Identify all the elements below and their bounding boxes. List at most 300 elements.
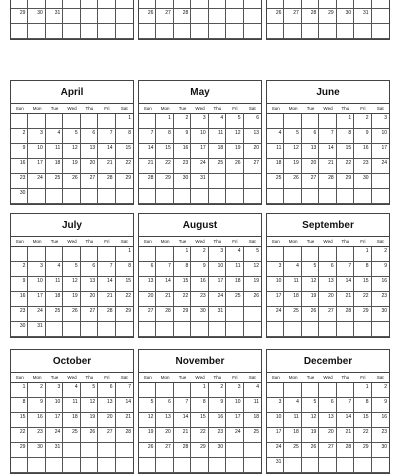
day-cell: 1	[191, 383, 208, 398]
day-cell	[11, 247, 28, 262]
day-cell	[139, 189, 156, 204]
day-cell	[226, 443, 243, 458]
day-cell	[191, 9, 208, 24]
day-cell: 28	[98, 307, 115, 322]
day-cell: 16	[372, 277, 389, 292]
day-cell: 7	[337, 262, 354, 277]
day-cell: 9	[209, 398, 226, 413]
weekday-header	[267, 373, 389, 383]
day-cell: 26	[302, 443, 319, 458]
day-cell	[28, 189, 45, 204]
day-cell: 29	[354, 307, 371, 322]
weekday-label: Thu	[213, 239, 222, 244]
day-cell: 16	[11, 159, 28, 174]
weekday-header	[267, 237, 389, 247]
day-cell	[174, 458, 191, 473]
day-cell	[226, 174, 243, 189]
day-cell: 11	[244, 398, 261, 413]
day-cell: 16	[11, 292, 28, 307]
day-cell	[28, 247, 45, 262]
day-cell: 27	[156, 443, 173, 458]
day-cell: 10	[226, 398, 243, 413]
day-cell: 29	[174, 307, 191, 322]
day-cell	[284, 24, 301, 39]
day-cell: 29	[319, 9, 336, 24]
day-cell: 9	[191, 262, 208, 277]
weekday-label: Fri	[360, 375, 366, 380]
day-grid	[267, 247, 389, 337]
day-cell	[46, 114, 63, 129]
day-cell: 12	[63, 144, 80, 159]
day-cell	[98, 114, 115, 129]
day-cell	[284, 383, 301, 398]
day-cell: 7	[98, 262, 115, 277]
day-cell: 22	[354, 428, 371, 443]
day-cell	[116, 24, 133, 39]
weekday-label: Sun	[15, 239, 24, 244]
month-calendar-july	[10, 213, 134, 338]
day-cell	[156, 189, 173, 204]
day-cell: 18	[284, 428, 301, 443]
month-calendar-april	[10, 80, 134, 205]
day-cell: 15	[116, 144, 133, 159]
day-cell: 18	[209, 144, 226, 159]
day-cell: 26	[63, 307, 80, 322]
day-cell	[244, 458, 261, 473]
day-cell: 3	[372, 114, 389, 129]
day-cell	[63, 114, 80, 129]
day-cell	[354, 189, 371, 204]
day-cell: 14	[319, 144, 336, 159]
day-cell: 6	[302, 129, 319, 144]
day-cell: 13	[319, 413, 336, 428]
day-cell: 25	[267, 174, 284, 189]
day-cell	[302, 322, 319, 337]
day-cell: 18	[46, 292, 63, 307]
day-cell: 23	[28, 428, 45, 443]
day-cell	[156, 383, 173, 398]
month-title: July	[11, 214, 133, 237]
day-cell: 13	[81, 277, 98, 292]
day-cell	[319, 322, 336, 337]
day-cell	[46, 247, 63, 262]
day-cell	[139, 24, 156, 39]
day-cell	[319, 0, 336, 9]
weekday-label: Fri	[232, 239, 238, 244]
weekday-label: Thu	[85, 239, 94, 244]
day-cell	[244, 24, 261, 39]
day-cell: 24	[46, 428, 63, 443]
day-cell: 22	[156, 159, 173, 174]
month-title: August	[139, 214, 261, 237]
weekday-label: Fri	[104, 239, 110, 244]
day-cell: 24	[267, 307, 284, 322]
day-cell: 20	[244, 144, 261, 159]
day-cell: 17	[28, 159, 45, 174]
day-cell: 30	[28, 9, 45, 24]
day-cell: 8	[116, 262, 133, 277]
day-cell: 29	[116, 307, 133, 322]
day-cell	[46, 189, 63, 204]
day-cell	[267, 247, 284, 262]
day-cell: 19	[302, 292, 319, 307]
day-cell: 4	[267, 129, 284, 144]
day-cell: 18	[63, 413, 80, 428]
day-cell: 14	[98, 144, 115, 159]
day-cell: 8	[354, 262, 371, 277]
day-cell	[28, 0, 45, 9]
day-cell: 25	[63, 428, 80, 443]
day-cell	[354, 24, 371, 39]
day-cell	[244, 322, 261, 337]
weekday-label: Thu	[85, 106, 94, 111]
weekday-header	[11, 373, 133, 383]
day-cell: 16	[28, 413, 45, 428]
weekday-header	[267, 104, 389, 114]
weekday-label: Thu	[85, 375, 94, 380]
day-cell: 11	[46, 277, 63, 292]
weekday-label: Sat	[120, 106, 128, 111]
weekday-label: Tue	[178, 375, 187, 380]
day-cell: 9	[11, 144, 28, 159]
day-cell	[284, 114, 301, 129]
day-cell: 30	[11, 189, 28, 204]
day-cell: 15	[354, 413, 371, 428]
day-grid	[11, 383, 133, 473]
weekday-label: Wed	[323, 239, 333, 244]
day-cell: 16	[209, 413, 226, 428]
month-calendar-december	[266, 349, 390, 474]
day-cell	[98, 24, 115, 39]
day-cell: 26	[139, 9, 156, 24]
day-cell: 2	[28, 383, 45, 398]
day-cell	[63, 322, 80, 337]
day-cell: 29	[337, 174, 354, 189]
day-cell: 7	[337, 398, 354, 413]
day-cell	[11, 114, 28, 129]
weekday-label: Sun	[15, 375, 24, 380]
day-cell: 23	[372, 292, 389, 307]
weekday-label: Sun	[271, 106, 280, 111]
day-cell: 27	[139, 307, 156, 322]
weekday-label: Fri	[360, 106, 366, 111]
day-grid	[11, 114, 133, 204]
day-cell: 5	[302, 398, 319, 413]
weekday-label: Tue	[306, 106, 315, 111]
day-cell: 12	[81, 398, 98, 413]
day-cell: 19	[139, 428, 156, 443]
day-cell	[267, 383, 284, 398]
day-cell: 22	[354, 292, 371, 307]
day-cell	[156, 0, 173, 9]
day-cell	[244, 0, 261, 9]
weekday-label: Fri	[232, 375, 238, 380]
month-title: April	[11, 81, 133, 104]
weekday-header	[11, 237, 133, 247]
day-cell	[209, 189, 226, 204]
day-cell: 10	[28, 144, 45, 159]
day-cell	[337, 189, 354, 204]
day-cell	[81, 443, 98, 458]
weekday-label: Sat	[376, 375, 384, 380]
weekday-label: Sat	[120, 239, 128, 244]
weekday-label: Sat	[120, 375, 128, 380]
day-cell: 15	[156, 144, 173, 159]
day-cell	[81, 24, 98, 39]
day-cell: 5	[63, 129, 80, 144]
day-cell: 27	[319, 307, 336, 322]
month-calendar-august	[138, 213, 262, 338]
day-cell: 31	[46, 9, 63, 24]
day-cell	[98, 443, 115, 458]
day-cell: 19	[244, 277, 261, 292]
day-cell: 7	[139, 129, 156, 144]
day-cell: 18	[284, 292, 301, 307]
day-cell: 12	[139, 413, 156, 428]
day-cell	[209, 24, 226, 39]
day-cell: 25	[244, 428, 261, 443]
day-cell: 25	[284, 307, 301, 322]
day-cell: 13	[81, 144, 98, 159]
day-cell	[302, 458, 319, 473]
day-cell: 2	[11, 262, 28, 277]
day-cell	[302, 0, 319, 9]
day-cell	[354, 322, 371, 337]
weekday-label: Tue	[50, 106, 59, 111]
day-cell	[337, 247, 354, 262]
day-cell	[337, 322, 354, 337]
day-cell: 17	[267, 292, 284, 307]
day-cell: 5	[302, 262, 319, 277]
day-cell: 22	[116, 292, 133, 307]
weekday-label: Mon	[288, 239, 298, 244]
day-cell: 16	[372, 413, 389, 428]
day-cell	[354, 458, 371, 473]
day-cell: 10	[191, 129, 208, 144]
day-cell: 23	[11, 174, 28, 189]
day-grid	[139, 0, 261, 39]
day-cell	[98, 189, 115, 204]
day-cell: 4	[209, 114, 226, 129]
day-cell: 8	[354, 398, 371, 413]
weekday-label: Wed	[195, 106, 205, 111]
day-cell	[116, 458, 133, 473]
day-cell: 3	[28, 262, 45, 277]
day-cell: 31	[28, 322, 45, 337]
weekday-label: Thu	[213, 375, 222, 380]
day-cell	[81, 247, 98, 262]
day-cell	[98, 9, 115, 24]
day-cell: 4	[244, 383, 261, 398]
day-cell: 13	[302, 144, 319, 159]
day-cell	[156, 247, 173, 262]
day-cell	[156, 458, 173, 473]
day-cell	[244, 307, 261, 322]
day-cell: 30	[372, 307, 389, 322]
weekday-label: Mon	[288, 375, 298, 380]
day-cell: 26	[244, 292, 261, 307]
weekday-label: Wed	[323, 375, 333, 380]
day-cell: 8	[11, 398, 28, 413]
day-cell: 1	[11, 383, 28, 398]
day-cell	[28, 24, 45, 39]
day-cell	[302, 189, 319, 204]
day-cell: 17	[372, 144, 389, 159]
day-cell: 14	[116, 398, 133, 413]
day-cell	[226, 322, 243, 337]
day-cell: 29	[11, 9, 28, 24]
day-cell: 24	[191, 159, 208, 174]
weekday-label: Mon	[160, 106, 170, 111]
day-cell: 6	[319, 398, 336, 413]
day-cell: 8	[156, 129, 173, 144]
day-cell	[372, 9, 389, 24]
day-cell: 27	[302, 174, 319, 189]
day-cell: 19	[226, 144, 243, 159]
day-cell: 11	[209, 129, 226, 144]
day-cell: 3	[191, 114, 208, 129]
day-cell: 20	[319, 292, 336, 307]
day-cell: 28	[174, 443, 191, 458]
day-cell	[156, 24, 173, 39]
day-cell	[81, 0, 98, 9]
day-cell: 3	[226, 383, 243, 398]
weekday-label: Sun	[143, 239, 152, 244]
day-cell	[11, 458, 28, 473]
day-cell: 11	[46, 144, 63, 159]
day-cell: 24	[267, 443, 284, 458]
day-cell	[372, 322, 389, 337]
day-cell	[63, 0, 80, 9]
day-cell: 6	[81, 262, 98, 277]
day-cell: 5	[81, 383, 98, 398]
day-cell	[63, 189, 80, 204]
day-cell: 2	[174, 114, 191, 129]
day-cell	[191, 0, 208, 9]
day-cell: 29	[156, 174, 173, 189]
day-cell: 30	[11, 322, 28, 337]
day-cell	[209, 458, 226, 473]
day-cell	[174, 383, 191, 398]
day-cell: 31	[267, 458, 284, 473]
day-cell: 7	[319, 129, 336, 144]
day-cell	[372, 0, 389, 9]
day-cell: 15	[116, 277, 133, 292]
day-cell: 24	[209, 292, 226, 307]
day-cell: 27	[284, 9, 301, 24]
day-cell	[139, 458, 156, 473]
day-cell	[244, 443, 261, 458]
day-cell: 11	[63, 398, 80, 413]
day-grid	[267, 0, 389, 39]
day-cell: 17	[267, 428, 284, 443]
day-cell	[372, 189, 389, 204]
day-grid	[11, 0, 133, 39]
day-cell	[337, 383, 354, 398]
day-cell: 31	[46, 443, 63, 458]
day-cell: 7	[116, 383, 133, 398]
day-cell	[244, 9, 261, 24]
day-cell	[302, 114, 319, 129]
day-cell: 26	[139, 443, 156, 458]
day-cell	[156, 322, 173, 337]
day-cell	[267, 0, 284, 9]
day-cell: 23	[372, 428, 389, 443]
day-cell: 22	[116, 159, 133, 174]
day-cell	[81, 458, 98, 473]
day-cell	[372, 458, 389, 473]
weekday-label: Sat	[248, 106, 256, 111]
day-cell: 25	[226, 292, 243, 307]
day-grid	[267, 383, 389, 473]
day-cell: 29	[116, 174, 133, 189]
day-cell	[267, 24, 284, 39]
day-cell: 16	[191, 277, 208, 292]
month-calendar-may	[138, 80, 262, 205]
day-cell: 5	[244, 247, 261, 262]
weekday-label: Thu	[341, 375, 350, 380]
day-cell	[372, 174, 389, 189]
day-cell: 17	[28, 292, 45, 307]
day-cell	[226, 24, 243, 39]
weekday-label: Thu	[213, 106, 222, 111]
day-cell: 27	[244, 159, 261, 174]
day-cell	[337, 0, 354, 9]
day-cell: 13	[244, 129, 261, 144]
day-cell: 28	[139, 174, 156, 189]
day-cell: 20	[139, 292, 156, 307]
day-cell: 26	[302, 307, 319, 322]
day-cell: 14	[139, 144, 156, 159]
day-cell	[116, 0, 133, 9]
day-cell	[319, 247, 336, 262]
month-title: May	[139, 81, 261, 104]
day-grid	[139, 114, 261, 204]
day-cell	[302, 24, 319, 39]
day-cell	[98, 0, 115, 9]
day-cell	[209, 322, 226, 337]
day-cell	[337, 458, 354, 473]
day-cell: 11	[284, 413, 301, 428]
day-cell: 20	[302, 159, 319, 174]
day-cell: 21	[337, 428, 354, 443]
day-cell: 10	[267, 277, 284, 292]
day-cell: 22	[337, 159, 354, 174]
day-cell	[284, 0, 301, 9]
day-cell: 11	[267, 144, 284, 159]
month-calendar-september	[266, 213, 390, 338]
day-cell: 15	[174, 277, 191, 292]
day-cell	[46, 322, 63, 337]
day-cell: 30	[354, 174, 371, 189]
day-cell	[46, 24, 63, 39]
day-cell	[98, 247, 115, 262]
day-grid	[139, 247, 261, 337]
day-cell	[81, 114, 98, 129]
day-cell: 10	[46, 398, 63, 413]
month-calendar-june	[266, 80, 390, 205]
day-cell: 1	[116, 247, 133, 262]
day-cell	[11, 24, 28, 39]
day-cell: 12	[302, 277, 319, 292]
day-cell	[319, 383, 336, 398]
weekday-label: Wed	[323, 106, 333, 111]
day-cell: 25	[284, 443, 301, 458]
day-cell: 16	[174, 144, 191, 159]
day-cell: 18	[46, 159, 63, 174]
weekday-label: Sat	[376, 239, 384, 244]
day-cell	[226, 458, 243, 473]
